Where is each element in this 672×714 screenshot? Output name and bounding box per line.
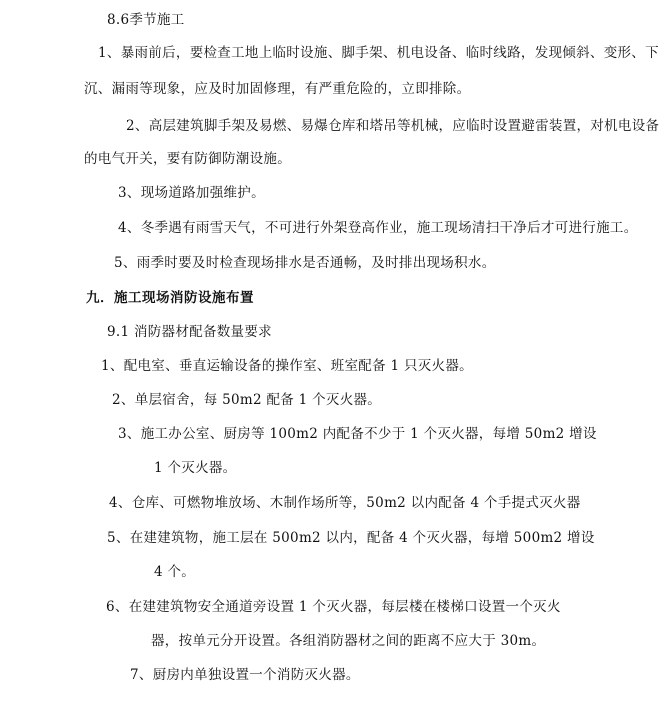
paragraph-9-1-item-4: 4、仓库、可燃物堆放场、木制作场所等，50m2 以内配备 4 个手提式灭火器 — [109, 495, 581, 511]
paragraph-8-6-item-1-line-2: 沉、漏雨等现象，应及时加固修理，有严重危险的，立即排除。 — [84, 81, 471, 97]
paragraph-9-1-item-2: 2、单层宿舍，每 50m2 配备 1 个灭火器。 — [112, 392, 382, 408]
paragraph-8-6-item-3: 3、现场道路加强维护。 — [118, 185, 265, 201]
paragraph-9-1-item-6-line-1: 6、在建建筑物安全通道旁设置 1 个灭火器，每层楼在楼梯口设置一个灭火 — [106, 599, 561, 615]
paragraph-9-1-item-1: 1、配电室、垂直运输设备的操作室、班室配备 1 只灭火器。 — [101, 358, 473, 374]
paragraph-8-6-item-1-line-1: 1、暴雨前后，要检查工地上临时设施、脚手架、机电设备、临时线路，发现倾斜、变形、下 — [98, 45, 659, 61]
section-8-6-title: 8.6季节施工 — [107, 12, 185, 28]
paragraph-9-1-item-3-line-1: 3、施工办公室、厨房等 100m2 内配备不少于 1 个灭火器，每增 50m2 增设 — [118, 426, 597, 442]
section-9-heading: 九．施工现场消防设施布置 — [86, 290, 254, 306]
paragraph-9-1-item-5-line-2: 4 个。 — [154, 564, 196, 580]
paragraph-8-6-item-5: 5、雨季时要及时检查现场排水是否通畅，及时排出现场积水。 — [114, 255, 496, 271]
paragraph-8-6-item-4: 4、冬季遇有雨雪天气，不可进行外架登高作业，施工现场清扫干净后才可进行施工。 — [118, 220, 638, 236]
paragraph-9-1-item-3-line-2: 1 个灭火器。 — [154, 460, 237, 476]
paragraph-8-6-item-2-line-2: 的电气开关，要有防御防潮设施。 — [84, 151, 291, 167]
paragraph-9-1-item-6-line-2: 器，按单元分开设置。各组消防器材之间的距离不应大于 30m。 — [151, 633, 546, 649]
section-9-1-title: 9.1 消防器材配备数量要求 — [107, 324, 272, 340]
paragraph-9-1-item-5-line-1: 5、在建建筑物，施工层在 500m2 以内，配备 4 个灭火器，每增 500m2 增设 — [107, 530, 595, 546]
paragraph-8-6-item-2-line-1: 2、高层建筑脚手架及易燃、易爆仓库和塔吊等机械，应临时设置避雷装置，对机电设备 — [126, 118, 660, 134]
paragraph-9-1-item-7: 7、厨房内单独设置一个消防灭火器。 — [130, 667, 360, 683]
